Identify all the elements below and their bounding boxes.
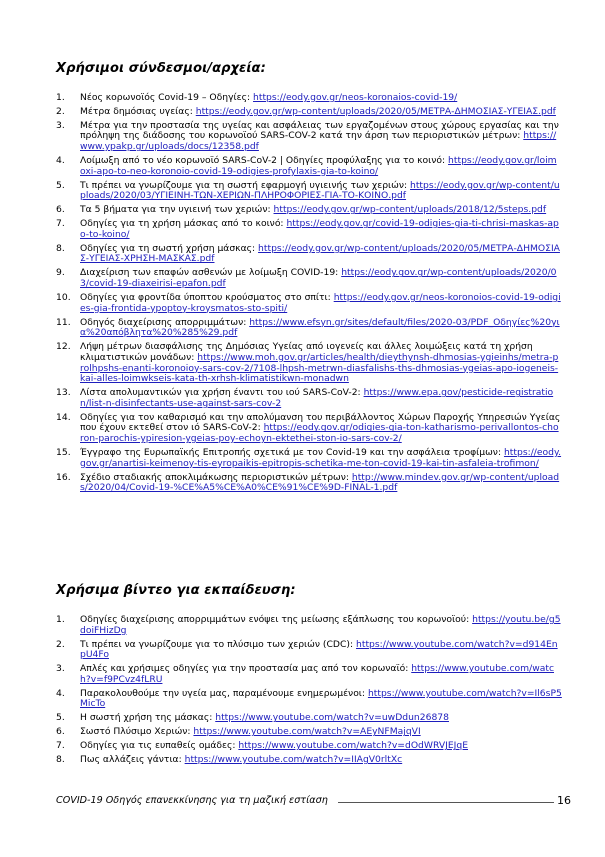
link-list-item (56, 107, 562, 118)
item-number: 14. (56, 411, 71, 423)
item-number: 5. (56, 712, 65, 724)
item-link[interactable]: https://www.youtube.com/watch?v=Il6sP5MicTo (80, 687, 562, 710)
item-link[interactable]: https://www.efsyn.gr/sites/default/files/2020-03/PDF_Οδηγίες%20για%20απόβλητα%20%285%29.pdf (80, 316, 560, 339)
item-number: 6. (56, 204, 65, 216)
item-number: 15. (56, 447, 71, 459)
item-description: Μέτρα δημόσιας υγείας: (80, 105, 196, 117)
video-list-item (56, 689, 562, 710)
item-description: Τι πρέπει να γνωρίζουμε για το πλύσιμο των χεριών (CDC): (80, 638, 357, 650)
item-body (80, 293, 562, 314)
item-number: 11. (56, 316, 71, 328)
item-body (80, 727, 562, 738)
item-body (80, 244, 562, 265)
section-title-videos: Χρήσιμα βίντεο για εκπαίδευση: (56, 583, 296, 598)
item-number: 4. (56, 155, 65, 167)
item-number: 2. (56, 638, 65, 650)
section-title-links: Χρήσιμοι σύνδεσμοι/αρχεία: (56, 61, 266, 76)
link-list-item (56, 156, 562, 177)
item-body (80, 448, 562, 469)
item-description: Σωστό Πλύσιμο Χεριών: (80, 726, 194, 738)
item-description: Λοίμωξη από το νέο κορωνοϊό SARS-CoV-2 | Οδηγίες προφύλαξης για το κοινό: (80, 155, 449, 167)
item-number: 12. (56, 341, 71, 353)
item-number: 8. (56, 754, 65, 766)
item-description: Οδηγίες για φροντίδα ύποπτου κρούσματος στο σπίτι: (80, 291, 334, 303)
item-number: 4. (56, 687, 65, 699)
footer-title: COVID-19 Οδηγός επανεκκίνησης για τη μαζική εστίαση (56, 795, 328, 806)
item-description: Λήψη μέτρων διασφάλισης της Δημόσιας Υγείας από ιογενείς και άλλες λοιμώξεις κατά τη χρήση κλιματιστικών μονάδων: (80, 341, 533, 363)
item-link[interactable]: https://eody.gov.gr/wp-content/uploads/2020/05/ΜΕΤΡΑ-ΔΗΜΟΣΙΑΣ-ΥΓΕΙΑΣ-ΧΡΗΣΗ-ΜΑΣΚΑΣ.pdf (80, 242, 560, 265)
item-body (80, 219, 562, 240)
item-link[interactable]: https://eody.gov.gr/wp-content/uploads/2018/12/5steps.pdf (273, 204, 547, 216)
item-number: 7. (56, 740, 65, 752)
item-body (80, 640, 562, 661)
item-description: Τι πρέπει να γνωρίζουμε για τη σωστή εφαρμογή υγιεινής των χεριών: (80, 179, 410, 191)
link-list-item (56, 181, 562, 202)
item-body (80, 741, 562, 752)
item-link[interactable]: https://eody.gov.gr/wp-content/uploads/2020/03/ΥΓΙΕΙΝΗ-ΤΩΝ-ΧΕΡΙΩΝ-ΠΛΗΡΟΦΟΡΙΕΣ-ΓΙΑ-ΤΟ-ΚΟΙΝΟ.pdf (80, 179, 560, 202)
item-description: Οδηγίες για τη σωστή χρήση μάσκας: (80, 242, 259, 254)
video-list-item (56, 640, 562, 661)
item-description: Απλές και χρήσιμες οδηγίες για την προστασία μας από τον κορωναϊό: (80, 663, 412, 675)
item-body (80, 413, 562, 445)
item-body (80, 107, 562, 118)
link-list-item (56, 388, 562, 409)
videos-list (56, 615, 562, 769)
page-number: 16 (557, 794, 571, 807)
links-list (56, 93, 562, 497)
item-link[interactable]: https://eody.gov.gr/covid-19-odigies-gia-ti-chrisi-maskas-apo-to-koino/ (80, 218, 559, 240)
item-body (80, 181, 562, 202)
link-list-item (56, 244, 562, 265)
item-number: 1. (56, 92, 65, 103)
page-footer (56, 795, 571, 809)
item-description: Οδηγίες για τον καθαρισμό και την απολύμανση του περιβάλλοντος Χώρων Παροχής Υπηρεσιών Υγείας που έχουν εκτεθεί στον ιό SARS-CoV-2: (80, 411, 561, 434)
link-list-item (56, 448, 562, 469)
item-number: 16. (56, 471, 71, 483)
link-list-item (56, 413, 562, 445)
item-description: Οδηγός διαχείρισης απορριμμάτων: (80, 316, 250, 328)
link-list-item (56, 473, 562, 494)
item-body (80, 689, 562, 710)
item-number: 8. (56, 242, 65, 254)
item-description: Η σωστή χρήση της μάσκας: (80, 712, 216, 724)
item-body (80, 93, 562, 104)
item-description: Λίστα απολυμαντικών για χρήση έναντι του ιού SARS-CoV-2: (80, 387, 364, 399)
link-list-item (56, 219, 562, 240)
item-link[interactable]: https://eody.gov.gr/wp-content/uploads/2020/03/covid-19-diaxeirisi-epafon.pdf (80, 267, 557, 290)
item-body (80, 318, 562, 339)
item-link[interactable]: https://youtu.be/g5doiFHizDg (80, 614, 561, 636)
video-list-item (56, 741, 562, 752)
item-description: Οδηγίες για τη χρήση μάσκας από το κοινό: (80, 218, 287, 230)
item-body (80, 156, 562, 177)
item-body (80, 205, 562, 216)
item-body (80, 473, 562, 494)
video-list-item (56, 615, 562, 636)
item-link[interactable]: https://www.youtube.com/watch?v=AEyNFMajqVI (193, 726, 421, 738)
item-link[interactable]: https://www.moh.gov.gr/articles/health/dieythynsh-dhmosias-ygieinhs/metra-prolhpshs-enanti-koronoioy-sars-cov-2/7108-lhpsh-metrwn-diasfalishs-ths-dhmosias-ygeias-apo-iogeneis-kai-alles-loimwkseis-kata-th-xrhsh-klimatistikwn-monadwn (80, 351, 559, 385)
item-number: 6. (56, 726, 65, 738)
item-description: Τα 5 βήματα για την υγιεινή των χεριών: (80, 204, 274, 216)
item-description: Νέος κορωνοϊός Covid-19 – Οδηγίες: (80, 92, 254, 103)
item-number: 3. (56, 663, 65, 675)
item-link[interactable]: https://eody.gov.gr/anartisi-keimenoy-tis-eyropaikis-epitropis-schetika-me-ton-covid-19-kai-tin-asfaleia-trofimon/ (80, 447, 562, 469)
item-number: 9. (56, 267, 65, 279)
item-link[interactable]: https://www.youtube.com/watch?v=dOdWRVJEJqE (238, 740, 468, 752)
video-list-item (56, 713, 562, 724)
item-link[interactable]: http://www.mindev.gov.gr/wp-content/uploads/2020/04/Covid-19-%CE%A5%CE%A0%CE%91%CE%9D-FINAL-1.pdf (80, 471, 560, 494)
video-list-item (56, 755, 562, 766)
link-list-item (56, 205, 562, 216)
link-list-item (56, 268, 562, 289)
item-link[interactable]: https://www.youtube.com/watch?v=uwDdun26878 (215, 712, 449, 724)
item-link[interactable]: https://eody.gov.gr/neos-koronoios-covid-19-odigies-gia-frontida-ypoptoy-kroysmatos-sto-spiti/ (80, 291, 561, 314)
link-list-item (56, 121, 562, 153)
video-list-item (56, 727, 562, 738)
item-number: 2. (56, 105, 65, 117)
item-body (80, 755, 562, 766)
item-number: 7. (56, 218, 65, 230)
link-list-item (56, 293, 562, 314)
item-body (80, 268, 562, 289)
link-list-item (56, 93, 562, 104)
item-description: Έγγραφο της Ευρωπαϊκής Επιτροπής σχετικά με τον Covid-19 και την ασφάλεια τροφίμων: (80, 447, 504, 459)
item-link[interactable]: https://www.youtube.com/watch?v=d914EnpU4Fo (80, 638, 558, 661)
item-body (80, 121, 562, 153)
item-body (80, 615, 562, 636)
item-description: Σχέδιο σταδιακής αποκλιμάκωσης περιοριστικών μέτρων: (80, 471, 352, 483)
item-body (80, 713, 562, 724)
item-number: 1. (56, 614, 65, 625)
video-list-item (56, 664, 562, 685)
item-link[interactable]: https://eody.gov.gr/loimoxi-apo-to-neo-koronoio-covid-19-odigies-profylaxis-gia-to-koino/ (80, 155, 557, 177)
item-body (80, 664, 562, 685)
item-description: Οδηγίες διαχείρισης απορριμμάτων ενόψει της μείωσης εξάπλωσης του κορωνοϊού: (80, 614, 473, 625)
item-link[interactable]: https://www.youtube.com/watch?v=f9PCvz4fLRU (80, 663, 554, 685)
item-link[interactable]: https://eody.gov.gr/neos-koronaios-covid-19/ (253, 92, 458, 103)
item-number: 3. (56, 119, 65, 131)
item-link[interactable]: https://eody.gov.gr/odigies-gia-ton-katharismo-perivallontos-choron-parochis-ypiresion-ygeias-poy-echoyn-ektethei-ston-io-sars-cov-2/ (80, 422, 559, 445)
item-description: Μέτρα για την προστασία της υγείας και ασφάλειας των εργαζομένων στους χώρους εργασίας και την πρόληψη της διάδοσης του κορωνοϊού SARS-COV-2 κατά την άρση των περιοριστικών μέτρων: (80, 119, 559, 142)
link-list-item (56, 342, 562, 385)
item-number: 13. (56, 387, 71, 399)
item-body (80, 342, 562, 385)
item-number: 10. (56, 291, 71, 303)
item-number: 5. (56, 179, 65, 191)
item-link[interactable]: https://www.ypakp.gr/uploads/docs/12358.pdf (80, 130, 557, 153)
item-description: Διαχείριση των επαφών ασθενών με λοίμωξη COVID-19: (80, 267, 342, 279)
item-link[interactable]: https://eody.gov.gr/wp-content/uploads/2020/05/ΜΕΤΡΑ-ΔΗΜΟΣΙΑΣ-ΥΓΕΙΑΣ.pdf (195, 105, 556, 117)
item-description: Οδηγίες για τις ευπαθείς ομάδες: (80, 740, 239, 752)
item-link[interactable]: https://www.youtube.com/watch?v=IIAgV0rltXc (184, 754, 403, 766)
item-description: Πως αλλάζεις γάντια: (80, 754, 185, 766)
item-description: Παρακολουθούμε την υγεία μας, παραμένουμε ενημερωμένοι: (80, 687, 368, 699)
footer-divider (338, 802, 554, 803)
item-body (80, 388, 562, 409)
link-list-item (56, 318, 562, 339)
item-link[interactable]: https://www.epa.gov/pesticide-registration/list-n-disinfectants-use-against-sars-cov-2 (80, 387, 554, 409)
